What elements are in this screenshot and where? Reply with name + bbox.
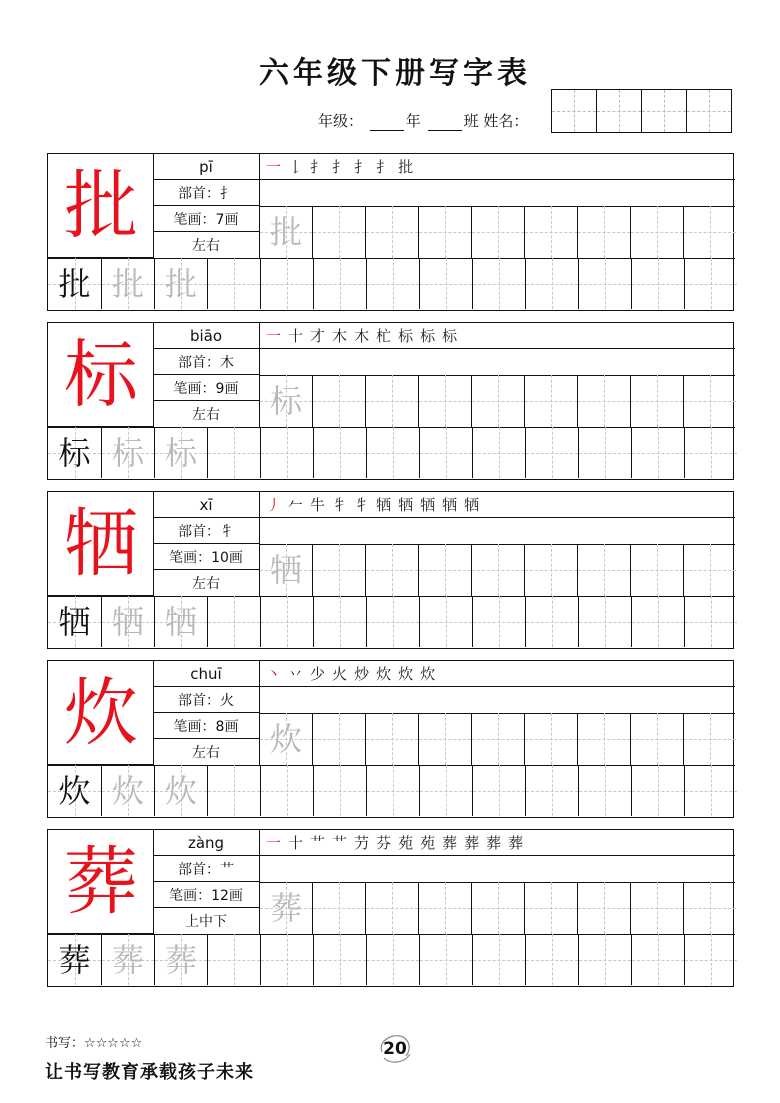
practice-cell[interactable] <box>684 596 737 647</box>
blank-row <box>259 180 735 206</box>
character-info <box>153 492 259 596</box>
stroke-step: 火 <box>332 665 348 683</box>
stroke-order-row <box>259 492 735 518</box>
stroke-order-row <box>259 830 735 856</box>
stroke-step: 扌 <box>332 158 348 176</box>
pinyin-label: zàng <box>153 830 259 856</box>
trace-character: 葬 <box>269 889 302 927</box>
stroke-step: 标 <box>420 327 436 345</box>
structure-label: 左右 <box>192 238 220 254</box>
practice-cell[interactable] <box>48 427 101 478</box>
stroke-step: 杧 <box>376 327 392 345</box>
character-info <box>153 830 259 934</box>
practice-cell[interactable] <box>524 882 577 934</box>
stroke-step: 牺 <box>464 496 480 514</box>
practice-cell[interactable] <box>419 258 472 309</box>
practice-cell[interactable] <box>472 258 525 309</box>
practice-cell[interactable] <box>525 427 578 478</box>
practice-cell[interactable] <box>524 375 577 427</box>
radical-label: 部首：木 <box>153 349 259 375</box>
stroke-step: 牺 <box>442 496 458 514</box>
practice-cell[interactable] <box>259 206 312 258</box>
practice-cell[interactable] <box>419 934 472 985</box>
practice-cell[interactable] <box>313 934 366 985</box>
stroke-step: 葬 <box>442 834 458 852</box>
practice-cell[interactable] <box>366 765 419 816</box>
character-block <box>47 153 734 311</box>
character-block <box>47 491 734 649</box>
practice-cell[interactable] <box>313 765 366 816</box>
practice-cell[interactable] <box>631 427 684 478</box>
practice-cell[interactable] <box>259 544 312 596</box>
student-info <box>318 110 528 131</box>
practice-cell[interactable] <box>259 713 312 765</box>
stroke-step: 𠂉 <box>288 496 304 514</box>
pinyin-label: chuī <box>153 661 259 687</box>
practice-cell[interactable] <box>312 375 365 427</box>
practice-cell[interactable] <box>419 765 472 816</box>
practice-cell[interactable] <box>630 882 683 934</box>
practice-cell[interactable] <box>260 427 313 478</box>
stroke-step: 炒 <box>354 665 370 683</box>
practice-cell[interactable] <box>312 713 365 765</box>
model-character: 葬 <box>64 839 138 925</box>
practice-cell[interactable] <box>366 596 419 647</box>
practice-cell[interactable] <box>366 934 419 985</box>
practice-cell[interactable] <box>577 375 630 427</box>
stroke-step: 扌 <box>354 158 370 176</box>
footer-slogan: 让书写教育承载孩子未来 <box>45 1062 254 1083</box>
practice-cell[interactable] <box>312 882 365 934</box>
name-label: 姓名： <box>483 112 529 130</box>
trace-character: 标 <box>269 382 302 420</box>
practice-cell[interactable] <box>154 596 207 647</box>
stroke-count-label: 笔画：9画 <box>153 375 259 401</box>
stroke-order-row <box>259 154 735 180</box>
year-label: 年 <box>405 112 421 130</box>
character-block <box>47 829 734 987</box>
practice-cell[interactable] <box>365 206 418 258</box>
practice-cell[interactable] <box>578 934 631 985</box>
grade-label: 年级： <box>318 112 364 130</box>
grade-blank[interactable] <box>370 116 404 131</box>
practice-cell[interactable] <box>524 544 577 596</box>
practice-cell[interactable] <box>312 206 365 258</box>
practice-cell[interactable] <box>577 544 630 596</box>
model-character-box <box>48 661 154 765</box>
page-number-text: 20 <box>383 1039 407 1059</box>
stroke-step: 葬 <box>486 834 502 852</box>
practice-cell[interactable] <box>260 258 313 309</box>
stroke-step: 一 <box>266 834 282 852</box>
practice-cell[interactable] <box>578 765 631 816</box>
practice-cell[interactable] <box>48 258 101 309</box>
stroke-count-label: 笔画：10画 <box>153 544 259 570</box>
stroke-step: 牛 <box>310 496 326 514</box>
practice-cell[interactable] <box>630 544 683 596</box>
practice-cell[interactable] <box>48 765 101 816</box>
practice-cell[interactable] <box>419 596 472 647</box>
page-number <box>376 1032 414 1066</box>
radical-label: 部首：扌 <box>153 180 259 206</box>
practice-cell[interactable] <box>525 258 578 309</box>
character-info <box>153 323 259 427</box>
practice-cell[interactable] <box>313 427 366 478</box>
practice-cell[interactable] <box>418 713 471 765</box>
trace-character: 牺 <box>111 602 144 641</box>
stroke-step: 十 <box>288 327 304 345</box>
page-title: 六年级下册写字表 <box>259 56 531 91</box>
model-character: 炊 <box>64 670 138 756</box>
practice-cell[interactable] <box>684 258 737 309</box>
practice-cell[interactable] <box>471 713 524 765</box>
practice-cell[interactable] <box>525 934 578 985</box>
name-cell[interactable] <box>687 90 731 132</box>
practice-cell[interactable] <box>313 596 366 647</box>
stroke-step: 炊 <box>420 665 436 683</box>
stroke-step: 少 <box>310 665 326 683</box>
stroke-step: 牺 <box>398 496 414 514</box>
practice-cell[interactable] <box>366 427 419 478</box>
practice-cell[interactable] <box>366 258 419 309</box>
practice-cell[interactable] <box>207 596 260 647</box>
practice-cell[interactable] <box>313 258 366 309</box>
practice-cell[interactable] <box>631 765 684 816</box>
stroke-count-label: 笔画：8画 <box>153 713 259 739</box>
trace-character: 牺 <box>164 602 197 641</box>
practice-cell[interactable] <box>207 427 260 478</box>
practice-cell[interactable] <box>260 934 313 985</box>
practice-cell[interactable] <box>418 375 471 427</box>
practice-cell[interactable] <box>260 765 313 816</box>
stroke-step: 艹 <box>332 834 348 852</box>
practice-cell[interactable] <box>154 934 207 985</box>
practice-cell[interactable] <box>577 206 630 258</box>
stroke-step: 一 <box>266 158 282 176</box>
practice-cell[interactable] <box>578 596 631 647</box>
trace-character: 标 <box>111 433 144 472</box>
practice-cell[interactable] <box>472 765 525 816</box>
stroke-step: 木 <box>332 327 348 345</box>
trace-character: 牺 <box>269 551 302 589</box>
practice-cell[interactable] <box>207 765 260 816</box>
stroke-step: 牜 <box>354 496 370 514</box>
sample-character: 葬 <box>58 940 91 979</box>
practice-cell[interactable] <box>683 882 736 934</box>
practice-cell[interactable] <box>471 375 524 427</box>
structure-label: 左右 <box>192 745 220 761</box>
stroke-step: 十 <box>288 834 304 852</box>
stroke-step: 标 <box>398 327 414 345</box>
sample-character: 牺 <box>58 602 91 641</box>
stroke-step: 苑 <box>398 834 414 852</box>
trace-character: 葬 <box>164 940 197 979</box>
structure-label: 左右 <box>192 576 220 592</box>
practice-cell[interactable] <box>418 544 471 596</box>
radical-label: 部首：艹 <box>153 856 259 882</box>
pinyin-label: pī <box>153 154 259 180</box>
stroke-step: 丿 <box>266 496 282 514</box>
model-character-box <box>48 492 154 596</box>
practice-cell[interactable] <box>207 934 260 985</box>
practice-cell[interactable] <box>631 258 684 309</box>
stroke-step: 丶 <box>266 665 282 683</box>
trace-character: 炊 <box>164 771 197 810</box>
character-block <box>47 660 734 818</box>
stroke-step: 艹 <box>310 834 326 852</box>
trace-character: 炊 <box>269 720 302 758</box>
trace-character: 批 <box>111 264 144 303</box>
stroke-step: 芬 <box>376 834 392 852</box>
stroke-count-label: 笔画：7画 <box>153 206 259 232</box>
practice-cell[interactable] <box>365 375 418 427</box>
practice-cell[interactable] <box>472 427 525 478</box>
stroke-step: 才 <box>310 327 326 345</box>
stroke-step: 批 <box>398 158 414 176</box>
stroke-step: 𠄌 <box>288 158 304 176</box>
practice-cell[interactable] <box>154 258 207 309</box>
model-character: 标 <box>64 332 138 418</box>
practice-cell[interactable] <box>524 713 577 765</box>
practice-cell[interactable] <box>101 596 154 647</box>
practice-cell[interactable] <box>578 427 631 478</box>
practice-cell[interactable] <box>312 544 365 596</box>
stroke-step: 扌 <box>310 158 326 176</box>
practice-cell[interactable] <box>471 544 524 596</box>
pinyin-label: xī <box>153 492 259 518</box>
stroke-step: 炊 <box>398 665 414 683</box>
name-grid[interactable] <box>551 89 732 133</box>
practice-cell[interactable] <box>631 934 684 985</box>
sample-character: 炊 <box>58 771 91 810</box>
stroke-step: 葬 <box>508 834 524 852</box>
stroke-step: 一 <box>266 327 282 345</box>
blank-row <box>259 349 735 375</box>
stroke-order-row <box>259 323 735 349</box>
practice-cell[interactable] <box>684 765 737 816</box>
practice-cell[interactable] <box>48 934 101 985</box>
character-info <box>153 661 259 765</box>
sample-character: 标 <box>58 433 91 472</box>
trace-character: 葬 <box>111 940 144 979</box>
model-character-box <box>48 323 154 427</box>
stroke-step: 木 <box>354 327 370 345</box>
name-cell[interactable] <box>552 90 597 132</box>
radical-label: 部首：牜 <box>153 518 259 544</box>
rating-label: 书写：☆☆☆☆☆ <box>45 1036 143 1051</box>
stroke-step: 芀 <box>354 834 370 852</box>
practice-cell[interactable] <box>365 713 418 765</box>
practice-cell[interactable] <box>207 258 260 309</box>
stroke-step: 葬 <box>464 834 480 852</box>
practice-cell[interactable] <box>525 765 578 816</box>
blank-row <box>259 856 735 882</box>
practice-cell[interactable] <box>471 882 524 934</box>
practice-cell[interactable] <box>684 427 737 478</box>
practice-cell[interactable] <box>48 596 101 647</box>
blank-row <box>259 687 735 713</box>
structure-label: 左右 <box>192 407 220 423</box>
practice-cell[interactable] <box>101 765 154 816</box>
practice-cell[interactable] <box>683 713 736 765</box>
stroke-step: 牺 <box>376 496 392 514</box>
model-character-box <box>48 830 154 934</box>
practice-cell[interactable] <box>101 258 154 309</box>
stroke-step: 牺 <box>420 496 436 514</box>
practice-cell[interactable] <box>101 427 154 478</box>
practice-cell[interactable] <box>154 765 207 816</box>
stroke-step: 牜 <box>332 496 348 514</box>
practice-cell[interactable] <box>683 544 736 596</box>
class-blank[interactable] <box>428 116 462 131</box>
practice-cell[interactable] <box>472 934 525 985</box>
practice-cell[interactable] <box>365 544 418 596</box>
model-character: 批 <box>64 163 138 249</box>
trace-character: 批 <box>269 213 302 251</box>
stroke-order-row <box>259 661 735 687</box>
practice-cell[interactable] <box>101 934 154 985</box>
trace-character: 批 <box>164 264 197 303</box>
practice-cell[interactable] <box>684 934 737 985</box>
stroke-step: 苑 <box>420 834 436 852</box>
name-cell[interactable] <box>642 90 687 132</box>
practice-cell[interactable] <box>578 258 631 309</box>
pinyin-label: biāo <box>153 323 259 349</box>
stroke-step: 标 <box>442 327 458 345</box>
stroke-count-label: 笔画：12画 <box>153 882 259 908</box>
stroke-step: 炊 <box>376 665 392 683</box>
radical-label: 部首：火 <box>153 687 259 713</box>
character-block <box>47 322 734 480</box>
practice-cell[interactable] <box>631 596 684 647</box>
practice-cell[interactable] <box>577 882 630 934</box>
practice-cell[interactable] <box>154 427 207 478</box>
practice-cell[interactable] <box>630 713 683 765</box>
sample-character: 批 <box>58 264 91 303</box>
practice-cell[interactable] <box>471 206 524 258</box>
practice-cell[interactable] <box>630 375 683 427</box>
practice-cell[interactable] <box>683 375 736 427</box>
practice-cell[interactable] <box>260 596 313 647</box>
practice-cell[interactable] <box>418 206 471 258</box>
trace-character: 标 <box>164 433 197 472</box>
stroke-step: 丷 <box>288 665 304 683</box>
practice-cell[interactable] <box>524 206 577 258</box>
practice-cell[interactable] <box>525 596 578 647</box>
practice-cell[interactable] <box>418 882 471 934</box>
practice-cell[interactable] <box>259 882 312 934</box>
practice-cell[interactable] <box>630 206 683 258</box>
model-character: 牺 <box>64 501 138 587</box>
structure-label: 上中下 <box>185 914 227 930</box>
model-character-box <box>48 154 154 258</box>
practice-cell[interactable] <box>683 206 736 258</box>
stroke-step: 扌 <box>376 158 392 176</box>
practice-cell[interactable] <box>472 596 525 647</box>
practice-cell[interactable] <box>419 427 472 478</box>
class-label: 班 <box>463 112 479 130</box>
practice-cell[interactable] <box>365 882 418 934</box>
character-info <box>153 154 259 258</box>
blank-row <box>259 518 735 544</box>
practice-cell[interactable] <box>577 713 630 765</box>
trace-character: 炊 <box>111 771 144 810</box>
practice-cell[interactable] <box>259 375 312 427</box>
name-cell[interactable] <box>597 90 642 132</box>
